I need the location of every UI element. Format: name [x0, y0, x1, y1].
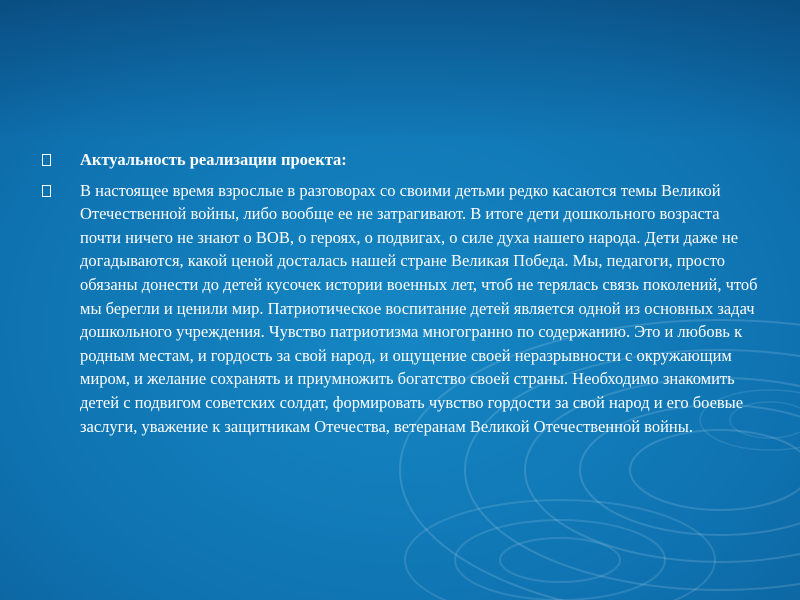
- bullet-box-icon: [42, 154, 51, 166]
- slide-content: [42, 148, 758, 438]
- bullet-box-icon: [42, 185, 51, 197]
- heading-row: [42, 148, 758, 172]
- slide-heading: Актуальность реализации проекта:: [80, 150, 347, 169]
- slide-paragraph: В настоящее время взрослые в разговорах со своими детьми редко касаются темы Великой Отечественной войны, либо вообще ее не затрагивают. В итоге дети дошкольного возраста почти ничего не знают о ВОВ, о героях, о подвигах, о силе духа нашего народа. Дети даже не догадываются, какой ценой досталась нашей стране Великая Победа. Мы, педагоги, просто обязаны донести до детей кусочек истории военных лет, чтоб не терялась связь поколений, чтоб мы берегли и ценили мир. Патриотическое воспитание детей является одной из основных задач дошкольного учреждения. Чувство патриотизма многогранно по содержанию. Это и любовь к родным местам, и гордость за свой народ, и ощущение своей неразрывности с окружающим миром, и желание сохранять и приумножить богатство своей страны. Необходимо знакомить детей с подвигом советских солдат, формировать чувство гордости за свой народ и его боевые заслуги, уважение к защитникам Отечества, ветеранам Великой Отечественной войны.: [80, 180, 758, 436]
- paragraph-row: [42, 179, 758, 439]
